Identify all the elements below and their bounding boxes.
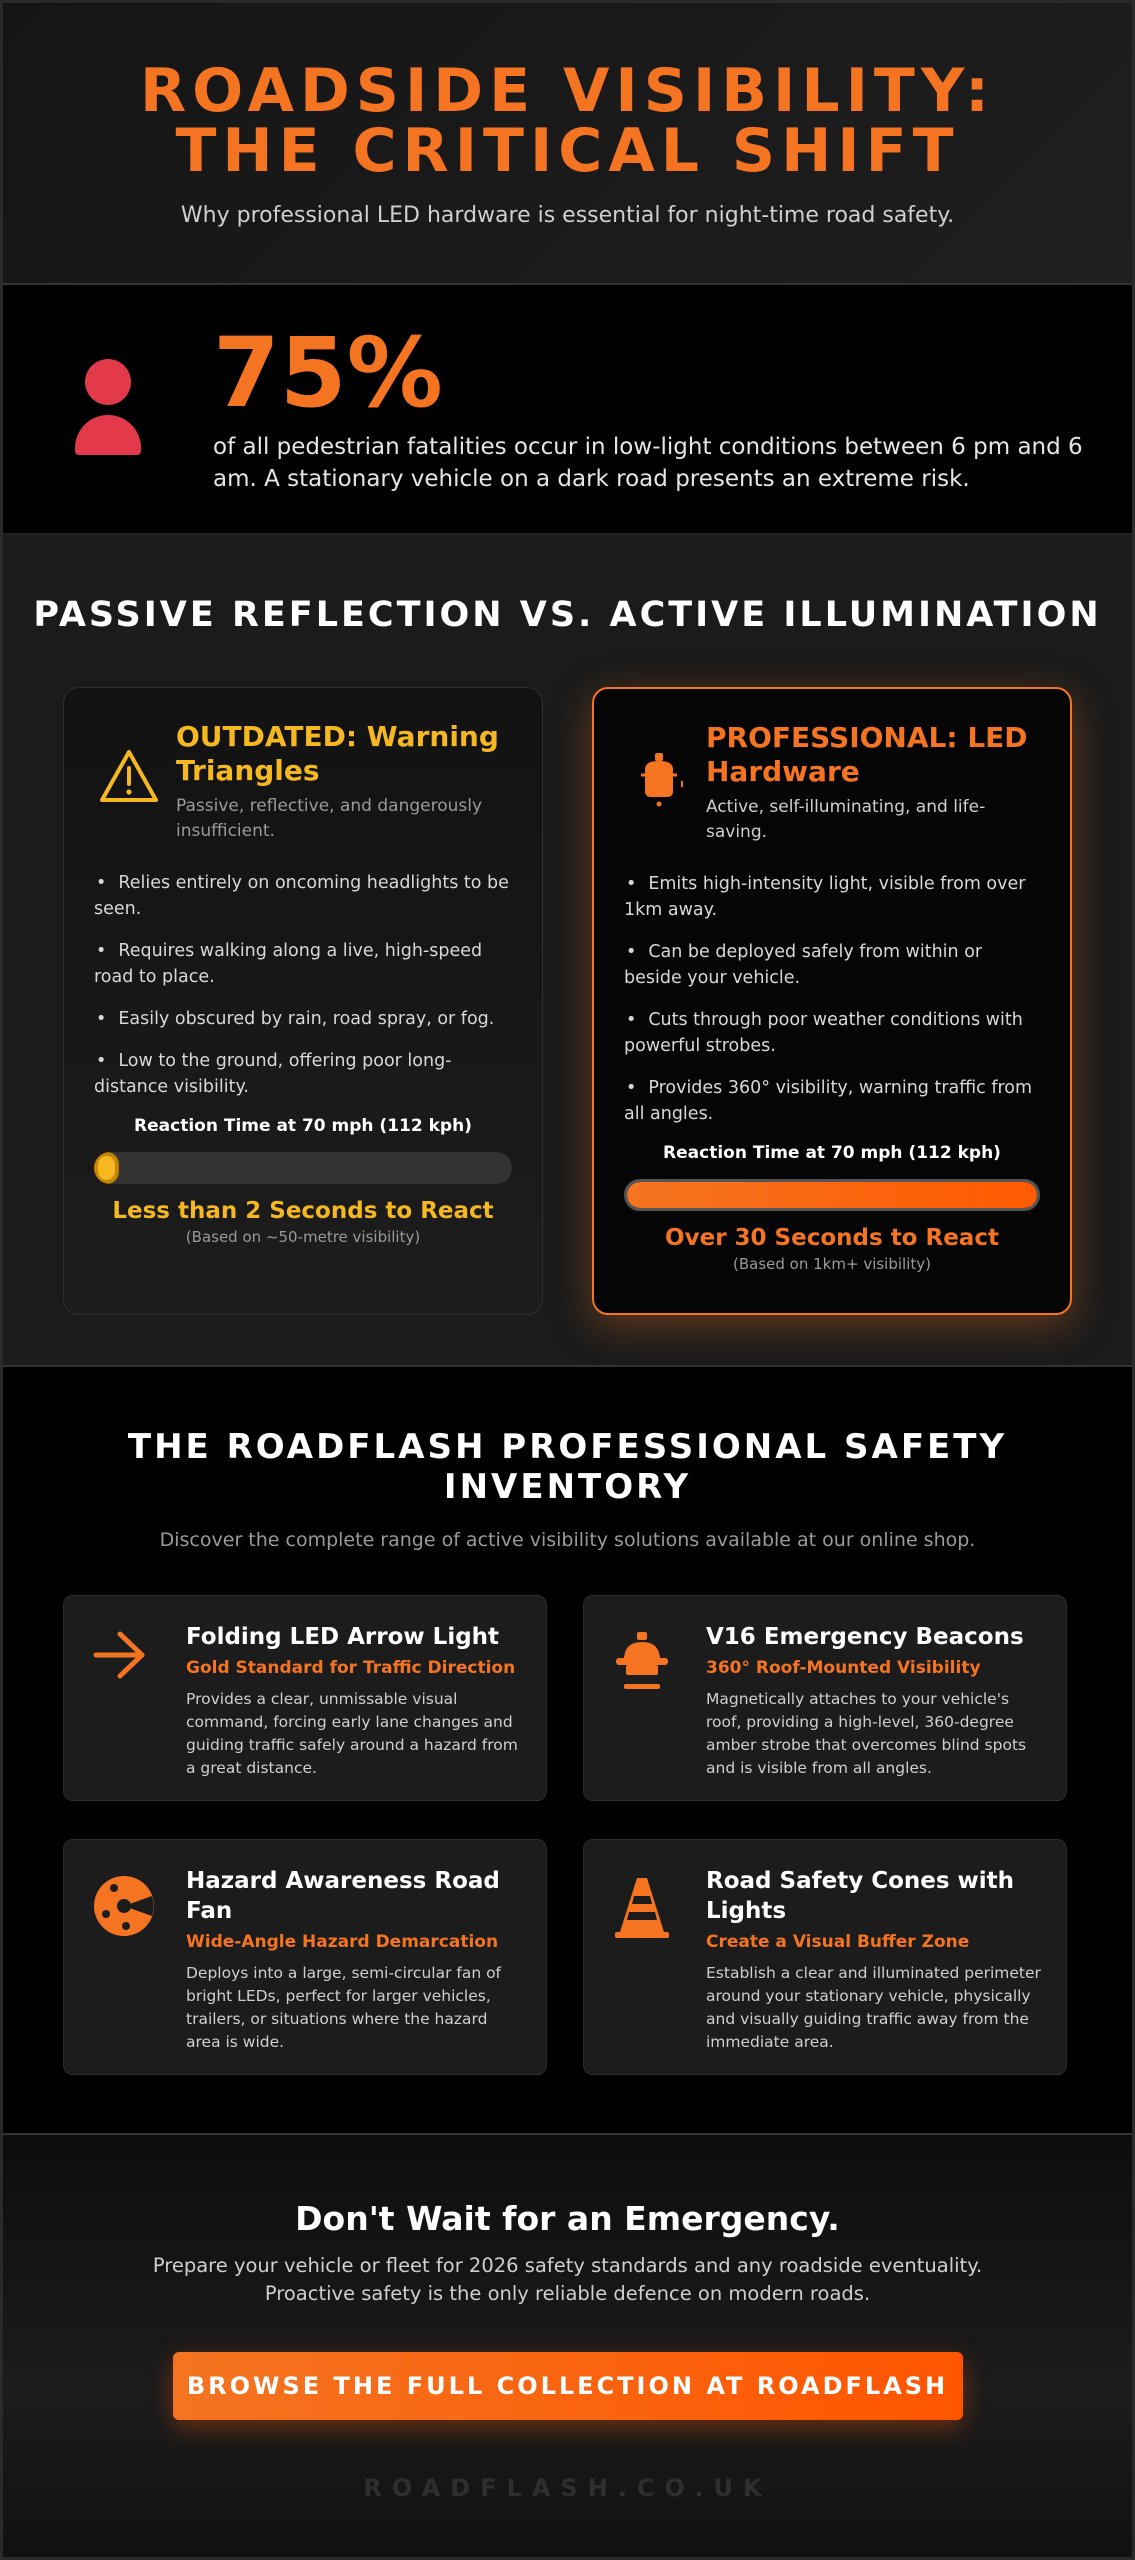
page-subtitle: Why professional LED hardware is essential for night-time road safety. (180, 203, 955, 228)
card-heading (176, 720, 512, 844)
person-icon (73, 359, 143, 459)
product-card-v16-beacons[interactable] (583, 1595, 1067, 1801)
stat-text (213, 317, 1093, 495)
product-subtitle: Gold Standard for Traffic Direction (186, 1658, 516, 1678)
person-body (75, 415, 141, 455)
cta-text (3, 2252, 1132, 2308)
product-card-arrow-light[interactable] (63, 1595, 547, 1801)
card-head (624, 721, 1040, 845)
cta-heading: Don't Wait for an Emergency. (295, 2199, 840, 2238)
card-subtitle: Passive, reflective, and dangerously insufficient. (176, 796, 483, 841)
cta-line-2: Proactive safety is the only reliable defence on modern roads. (264, 2282, 871, 2305)
road-fan-icon (92, 1866, 186, 2048)
product-text (186, 1866, 522, 2051)
product-title: Hazard Awareness Road Fan (186, 1868, 500, 1924)
card-heading (706, 721, 1040, 845)
product-description: Establish a clear and illuminated perimeter around your stationary vehicle, physically and visually guiding traffic away from the immediate area. (706, 1964, 1041, 2051)
emergency-beacon-icon (612, 1622, 706, 1774)
reaction-bar-fill (94, 1152, 119, 1184)
reaction-label: Reaction Time at 70 mph (112 kph) (663, 1143, 1001, 1163)
card-led-hardware (592, 687, 1072, 1315)
product-title: V16 Emergency Beacons (706, 1624, 1024, 1650)
inventory-lead: Discover the complete range of active visibility solutions available at our online shop. (159, 1529, 976, 1551)
card-title: PROFESSIONAL: LED Hardware (706, 721, 1028, 788)
product-card-safety-cones[interactable] (583, 1839, 1067, 2075)
card-subtitle: Active, self-illuminating, and life-saving. (706, 797, 986, 842)
product-subtitle: Wide-Angle Hazard Demarcation (186, 1932, 499, 1952)
site-url[interactable]: ROADFLASH.CO.UK (363, 2474, 772, 2502)
reaction-result: Less than 2 Seconds to React (112, 1198, 494, 1224)
card-head (94, 720, 512, 844)
warning-triangle-icon (94, 720, 176, 808)
stat-value: 75% (213, 317, 443, 429)
reaction-bar-fill (627, 1182, 1037, 1208)
comparison-section (3, 535, 1132, 1367)
list-item: • Relies entirely on oncoming headlights to be seen. (94, 870, 512, 922)
list-item: • Provides 360° visibility, warning traffic from all angles. (624, 1075, 1040, 1127)
list-item: • Cuts through poor weather conditions with powerful strobes. (624, 1007, 1040, 1059)
reaction-bar (624, 1179, 1040, 1211)
comparison-cards (3, 687, 1132, 1315)
card-points (624, 871, 1040, 1127)
reaction-note: (Based on 1km+ visibility) (733, 1255, 931, 1273)
product-description: Deploys into a large, semi-circular fan of bright LEDs, perfect for larger vehicles, trailers, or situations where the hazard area is wide. (186, 1964, 502, 2051)
cta-section (3, 2135, 1132, 2557)
product-text (706, 1622, 1042, 1777)
list-item: • Can be deployed safely from within or beside your vehicle. (624, 939, 1040, 991)
inventory-section (3, 1367, 1132, 2135)
product-card-road-fan[interactable] (63, 1839, 547, 2075)
stat-description: of all pedestrian fatalities occur in low-light conditions between 6 pm and 6 am. A stationary vehicle on a dark road presents an extreme risk. (213, 434, 1083, 492)
product-text (706, 1866, 1042, 2051)
reaction-note: (Based on ~50-metre visibility) (185, 1228, 421, 1246)
arrow-right-icon (92, 1622, 186, 1774)
reaction-result: Over 30 Seconds to React (665, 1225, 999, 1251)
traffic-cone-icon (612, 1866, 706, 2048)
inventory-heading: THE ROADFLASH PROFESSIONAL SAFETY INVENTORY (127, 1427, 1008, 1507)
product-subtitle: Create a Visual Buffer Zone (706, 1932, 970, 1952)
cta-line-1: Prepare your vehicle or fleet for 2026 safety standards and any roadside eventuality. (152, 2254, 983, 2277)
hero-section (3, 3, 1132, 285)
card-points (94, 870, 512, 1100)
list-item: • Emits high-intensity light, visible from over 1km away. (624, 871, 1040, 923)
product-title: Road Safety Cones with Lights (706, 1868, 1015, 1924)
beacon-light-icon (624, 721, 706, 813)
product-subtitle: 360° Roof-Mounted Visibility (706, 1658, 981, 1678)
reaction-label: Reaction Time at 70 mph (112 kph) (134, 1116, 472, 1136)
product-grid (3, 1595, 1132, 2075)
product-text (186, 1622, 522, 1777)
product-description: Magnetically attaches to your vehicle's roof, providing a high-level, 360-degree amber strobe that overcomes blind spots and is visible from all angles. (706, 1690, 1027, 1777)
comparison-heading: PASSIVE REFLECTION VS. ACTIVE ILLUMINATION (33, 595, 1102, 635)
product-description: Provides a clear, unmissable visual command, forcing early lane changes and guiding traffic safely around a hazard from a great distance. (186, 1690, 518, 1777)
stat-section (3, 285, 1132, 535)
product-title: Folding LED Arrow Light (186, 1624, 500, 1650)
card-title: OUTDATED: Warning Triangles (176, 720, 499, 787)
list-item: • Low to the ground, offering poor long-distance visibility. (94, 1048, 512, 1100)
browse-collection-button[interactable]: BROWSE THE FULL COLLECTION AT ROADFLASH (173, 2352, 963, 2420)
card-warning-triangles (63, 687, 543, 1315)
list-item: • Requires walking along a live, high-speed road to place. (94, 938, 512, 990)
person-head (85, 359, 131, 405)
list-item: • Easily obscured by rain, road spray, or fog. (94, 1006, 512, 1032)
reaction-bar (94, 1152, 512, 1184)
page-title: ROADSIDE VISIBILITY: THE CRITICAL SHIFT (139, 56, 996, 186)
